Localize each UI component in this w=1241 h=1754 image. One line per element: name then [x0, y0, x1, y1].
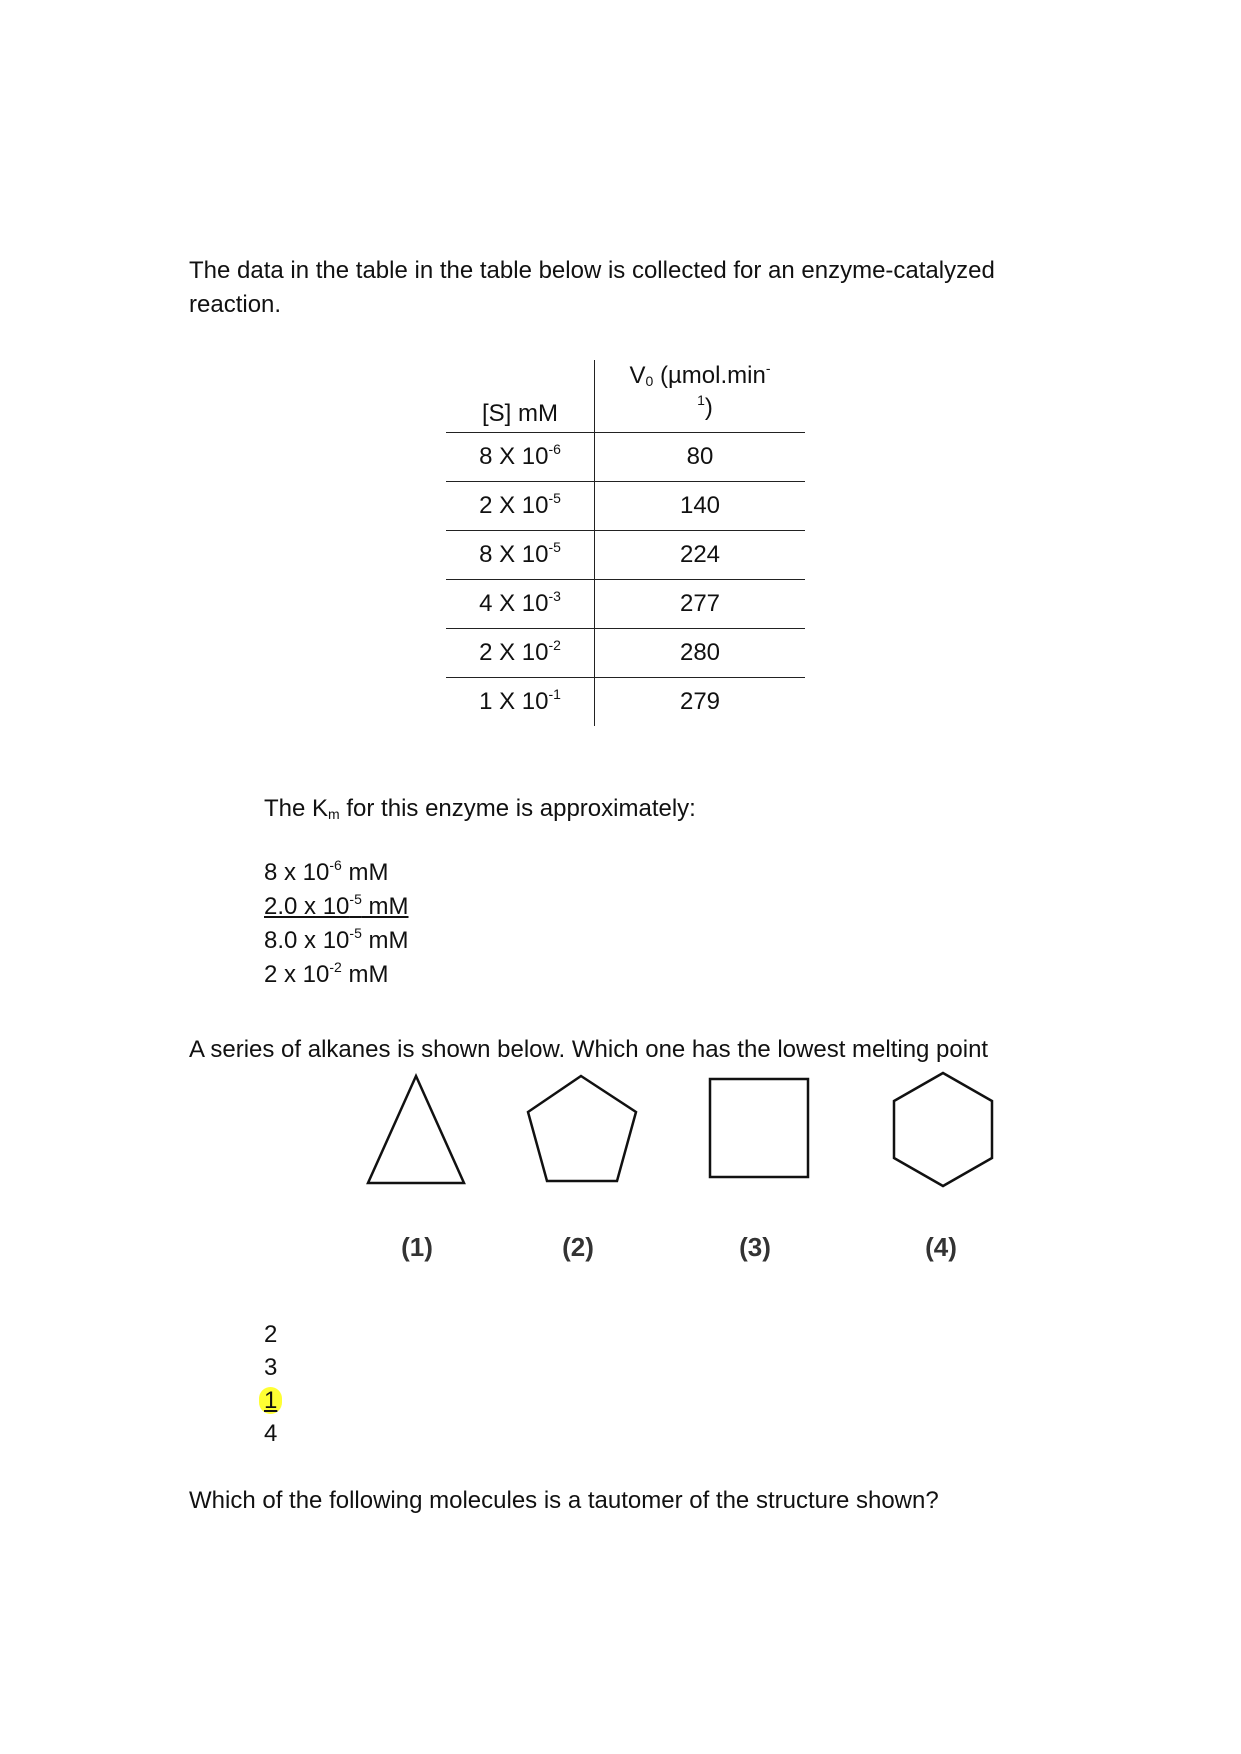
cyclopentane-structure: [528, 1076, 636, 1181]
velocity-cell: 80: [595, 433, 806, 482]
velocity-cell: 280: [595, 629, 806, 678]
header-velocity: $V_0$ (µmol.min- $^1$): [595, 360, 806, 433]
cyclopropane-structure: [368, 1076, 464, 1183]
km-question: The $K_m$ for this enzyme is approximately:: [264, 795, 696, 822]
table-row: [446, 678, 805, 727]
structure-label-3: (3): [739, 1232, 771, 1262]
answer-option[interactable]: 4: [264, 1420, 278, 1447]
substrate-cell: 2 X $10^{-2}$: [446, 629, 595, 678]
header-substrate: [S] mM: [446, 360, 595, 433]
structure-label-4: (4): [925, 1232, 957, 1262]
km-option[interactable]: 8.0 x $10^{-5}$ mM: [264, 925, 409, 954]
km-options-list: [264, 856, 409, 992]
cyclobutane-structure: [710, 1079, 808, 1177]
substrate-cell: 8 X $10^{-5}$: [446, 531, 595, 580]
substrate-cell: 8 X $10^{-6}$: [446, 433, 595, 482]
selected-answer-highlight: 1: [259, 1387, 282, 1414]
structure-label-1: (1): [401, 1232, 433, 1262]
substrate-cell: 4 X $10^{-3}$: [446, 580, 595, 629]
km-option[interactable]: 2 x $10^{-2}$ mM: [264, 959, 389, 988]
velocity-cell: 224: [595, 531, 806, 580]
km-option[interactable]: 8 x $10^{-6}$ mM: [264, 857, 389, 886]
answer-option-selected[interactable]: [264, 1384, 282, 1417]
velocity-cell: 279: [679, 688, 721, 715]
question2-prompt: A series of alkanes is shown below. Which one has the lowest melting point: [189, 1036, 989, 1063]
table-row: [446, 433, 805, 482]
table-row: [446, 580, 805, 629]
answer-option[interactable]: 3: [264, 1354, 278, 1381]
cyclohexane-structure: [894, 1073, 992, 1186]
answer-option[interactable]: 2: [264, 1321, 278, 1348]
velocity-cell: 277: [595, 580, 806, 629]
velocity-cell: 140: [595, 482, 806, 531]
table-header-row: [446, 360, 805, 433]
table-row: [446, 531, 805, 580]
question1-intro: The data in the table in the table below is collected for an enzyme-catalyzed reaction.: [189, 257, 995, 318]
substrate-cell: 2 X $10^{-5}$: [446, 482, 595, 531]
table-row: [446, 629, 805, 678]
substrate-cell: 1 X $10^{-1}$: [446, 678, 595, 727]
substrate-velocity-table: [446, 360, 805, 726]
structure-label-2: (2): [562, 1232, 594, 1262]
alkane-answer-list: [264, 1318, 282, 1450]
table-row: [446, 482, 805, 531]
question3-prompt: Which of the following molecules is a tautomer of the structure shown?: [189, 1487, 939, 1514]
km-option-selected[interactable]: 2.0 x $10^{-5}$ mM: [264, 891, 409, 920]
alkane-structures: [340, 1065, 1000, 1195]
